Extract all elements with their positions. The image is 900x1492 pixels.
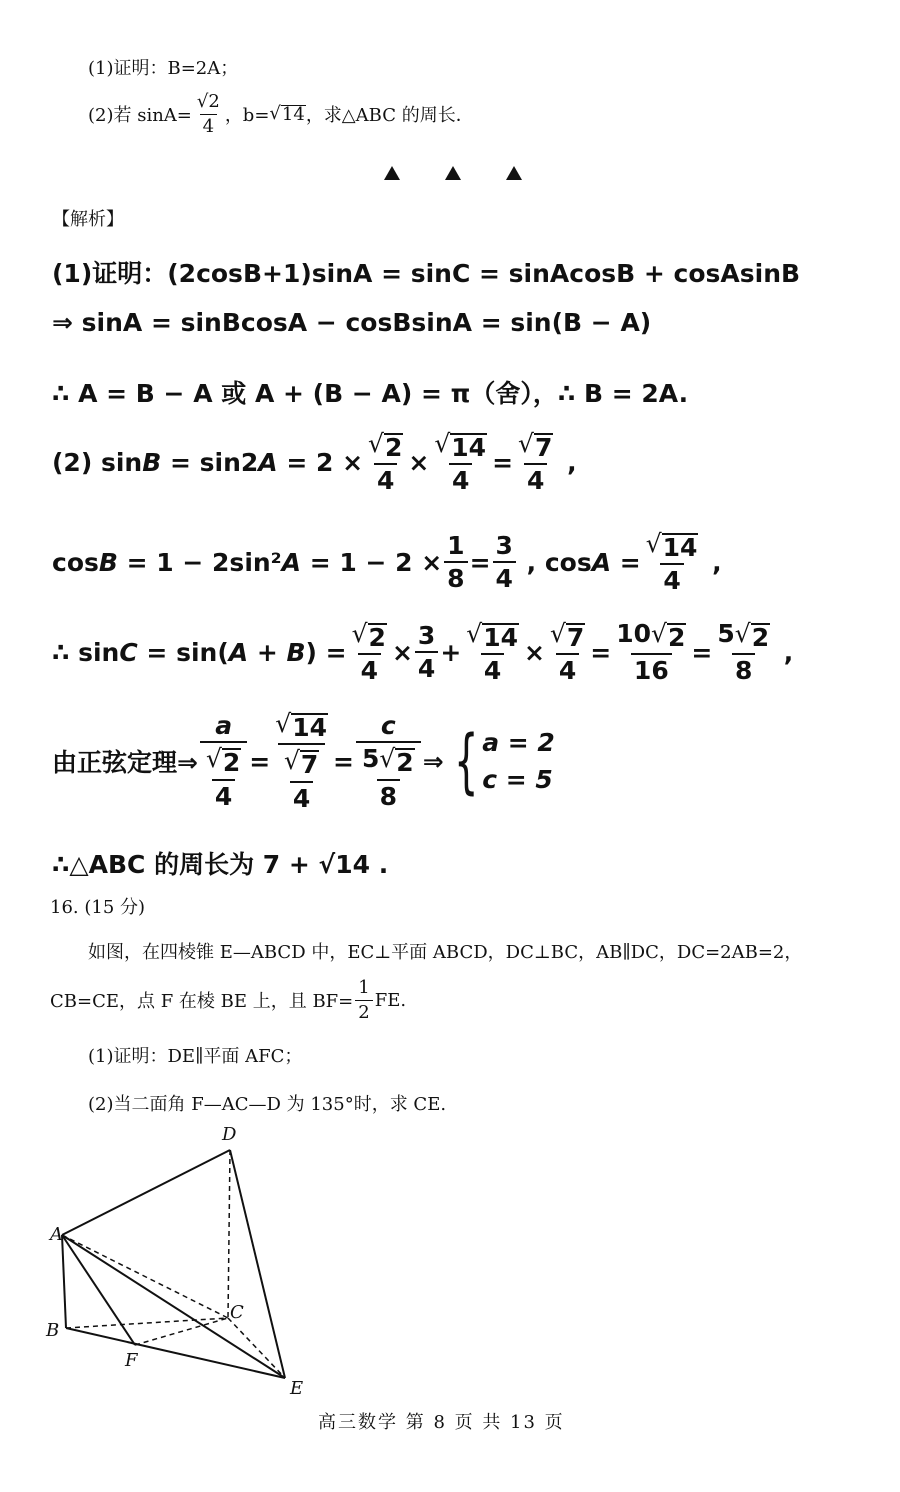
segment-AF — [62, 1235, 135, 1345]
solution-system: { a = 2 c = 5 — [453, 720, 555, 802]
edge-DE — [230, 1150, 285, 1378]
q15-b-root: √ 14 — [269, 103, 305, 126]
vertex-label-A: A — [50, 1224, 63, 1245]
q15-sinA-den: 4 — [200, 114, 217, 137]
solution-line-4: (2) sinB = sin2A = 2 × √ 2 4 × √ 14 4 = √ 7 4 , — [52, 429, 577, 496]
sine-law-label: 由正弦定理⇒ — [52, 748, 198, 777]
solution-line-8: ∴△ABC 的周长为 7 + √14 . — [52, 850, 389, 879]
q16-bf-fraction: $\frac{1}{2}$ — [355, 978, 372, 1023]
solution-line-3: ∴ A = B − A 或 A + (B − A) = π（舍），∴ B = 2A. — [52, 379, 689, 408]
q15-sinA-num: √2 — [196, 91, 220, 112]
result-c: c = 5 — [482, 765, 553, 794]
segment-AC — [62, 1235, 228, 1318]
q16-part1: (1)证明：DE∥平面 AFC； — [88, 1046, 303, 1067]
page-footer: 高三数学 第 8 页 共 13 页 — [318, 1412, 565, 1433]
vertex-label-F: F — [125, 1350, 138, 1371]
vertex-label-B: B — [46, 1320, 60, 1341]
q16-header: 16. (15 分) — [50, 897, 146, 918]
solution-line-2: ⇒ sinA = sinBcosA − cosBsinA = sin(B − A) — [52, 308, 652, 337]
vertex-label-C: C — [230, 1302, 244, 1323]
solution-line-7: 由正弦定理⇒ a √ 2 4 = √ 14 √ 7 4 = c 5 √ 2 8 ⇒ { a = 2 c = 5 — [52, 709, 555, 813]
q15-part2-prefix: (2)若 sinA= — [88, 105, 192, 127]
solution-line-1: (1)证明：(2cosB+1)sinA = sinC = sinAcosB + cosAsinB — [52, 259, 801, 288]
edge-AD — [62, 1150, 230, 1235]
edge-AB — [62, 1235, 66, 1328]
q16-part2: (2)当二面角 F—AC—D 为 135°时，求 CE. — [88, 1094, 447, 1115]
solution-line-6: ∴ sinC = sin(A + B) = √ 2 4 × $\frac{3}{4}$ + √ 14 4 × √ 7 4 = 10 √ 2 16 = 5 √ 2 8 , — [52, 619, 794, 686]
q16-stem-line1: 如图，在四棱锥 E—ABCD 中，EC⊥平面 ABCD，DC⊥BC，AB∥DC，DC=2AB=2， — [88, 942, 803, 963]
edge-DC — [228, 1150, 230, 1318]
vertex-label-D: D — [222, 1124, 237, 1145]
q15-part1: (1)证明：B=2A； — [88, 58, 239, 79]
solution-line-5: cosB = 1 − 2sin²A = 1 − 2 × $\frac{1}{8}$ = $\frac{3}{4}$ , cosA = √ 14 4 , — [52, 529, 722, 596]
edge-AE — [62, 1235, 285, 1378]
q15-part2-suffix: ，求△ABC 的周长． — [305, 105, 474, 127]
q16-stem-line2: CB=CE，点 F 在棱 BE 上，且 BF= $\frac{1}{2}$ FE. — [50, 977, 407, 1023]
analysis-label: 【解析】 — [52, 209, 124, 230]
q15-part2-mid: ，b= — [224, 105, 270, 127]
result-a: a = 2 — [482, 728, 555, 757]
vertex-label-E: E — [290, 1378, 304, 1399]
edge-BE — [66, 1328, 285, 1378]
